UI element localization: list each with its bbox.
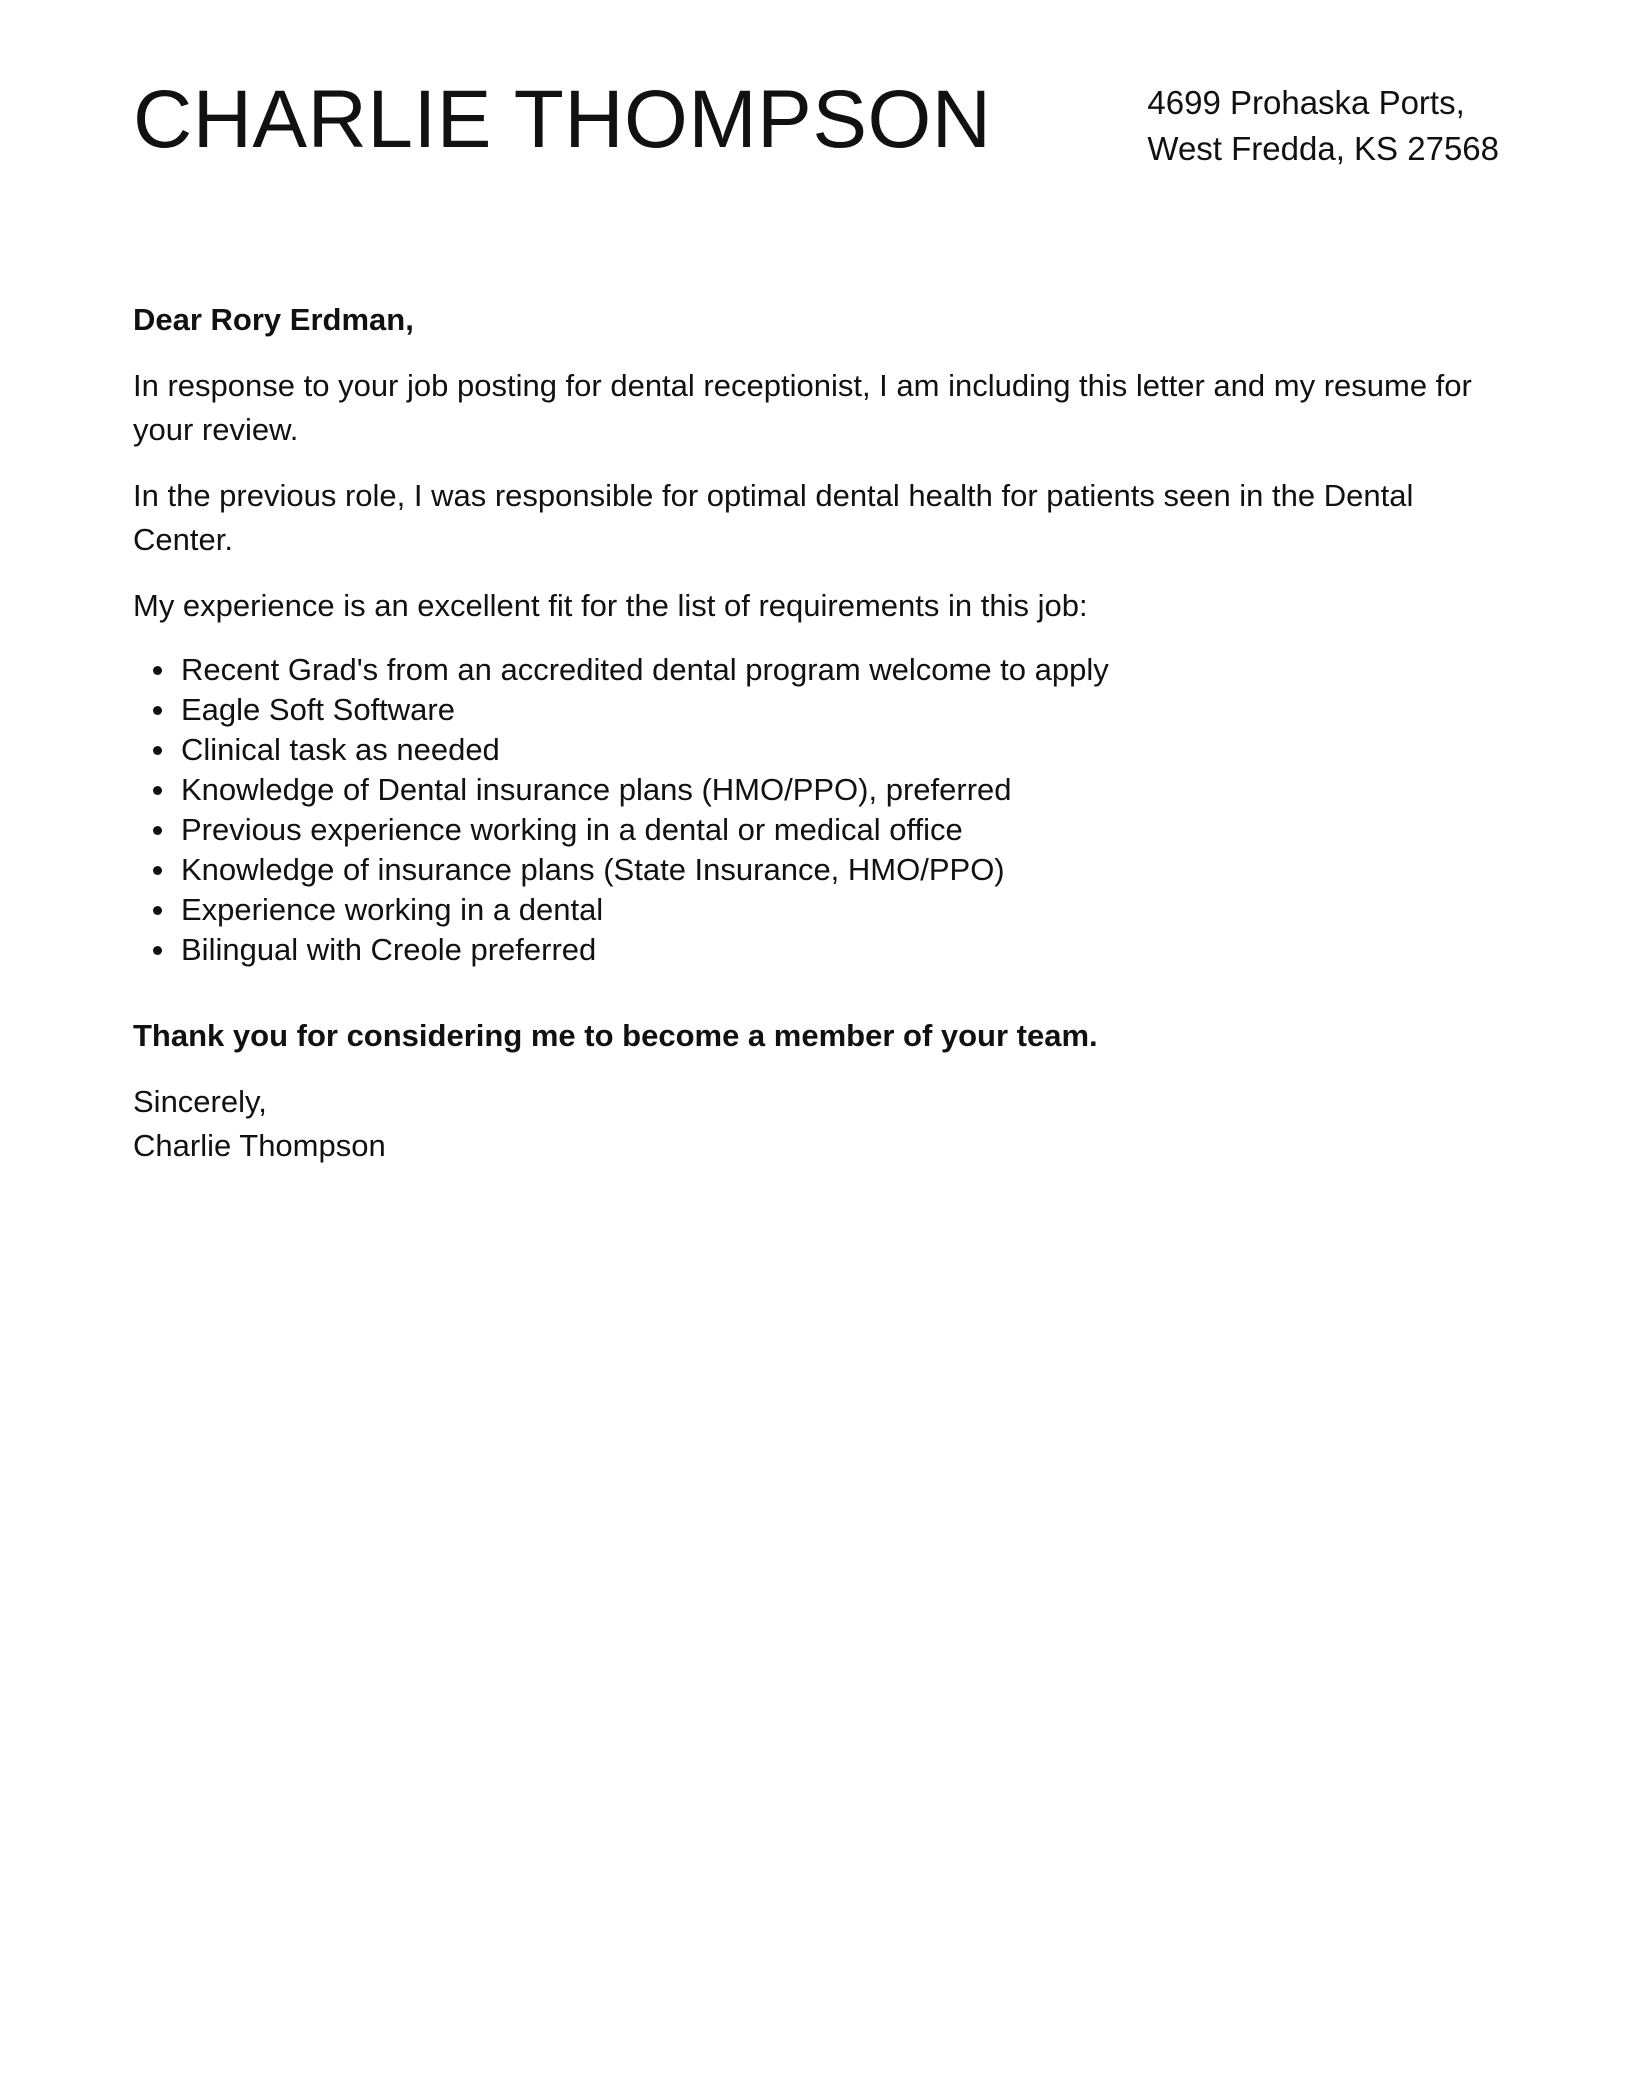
paragraph-requirements-intro: My experience is an excellent fit for the list of requirements in this job: — [133, 588, 1088, 623]
closing-block — [133, 1080, 1499, 1168]
bullet-icon — [153, 746, 162, 755]
bullet-icon — [153, 906, 162, 915]
paragraph-previous-role: In the previous role, I was responsible for optimal dental health for patients seen in the Dental Center. — [133, 478, 1414, 557]
closing-word: Sincerely, — [133, 1084, 267, 1119]
signature-name: Charlie Thompson — [133, 1128, 386, 1163]
paragraph-intro: In response to your job posting for dental receptionist, I am including this letter and my resume for your review. — [133, 368, 1472, 447]
salutation: Dear Rory Erdman, — [133, 302, 414, 337]
list-item — [133, 930, 1499, 970]
requirement-text: Bilingual with Creole preferred — [181, 932, 597, 967]
applicant-address — [1147, 80, 1499, 172]
requirement-text: Previous experience working in a dental or medical office — [181, 812, 963, 847]
bullet-icon — [153, 826, 162, 835]
bullet-icon — [153, 786, 162, 795]
requirements-list — [133, 650, 1499, 970]
list-item — [133, 770, 1499, 810]
requirement-text: Knowledge of Dental insurance plans (HMO/PPO), preferred — [181, 772, 1012, 807]
address-line-2: West Fredda, KS 27568 — [1147, 130, 1499, 167]
list-item — [133, 650, 1499, 690]
bullet-icon — [153, 866, 162, 875]
list-item — [133, 810, 1499, 850]
requirement-text: Recent Grad's from an accredited dental program welcome to apply — [181, 652, 1109, 687]
requirement-text: Experience working in a dental — [181, 892, 604, 927]
list-item — [133, 890, 1499, 930]
bullet-icon — [153, 946, 162, 955]
list-item — [133, 690, 1499, 730]
bullet-icon — [153, 706, 162, 715]
requirement-text: Clinical task as needed — [181, 732, 500, 767]
list-item — [133, 850, 1499, 890]
list-item — [133, 730, 1499, 770]
requirement-text: Knowledge of insurance plans (State Insurance, HMO/PPO) — [181, 852, 1005, 887]
requirement-text: Eagle Soft Software — [181, 692, 455, 727]
bullet-icon — [153, 666, 162, 675]
applicant-name: CHARLIE THOMPSON — [133, 74, 992, 165]
address-line-1: 4699 Prohaska Ports, — [1147, 84, 1465, 121]
thank-you-line: Thank you for considering me to become a member of your team. — [133, 1018, 1098, 1053]
letter-body — [133, 298, 1499, 1168]
